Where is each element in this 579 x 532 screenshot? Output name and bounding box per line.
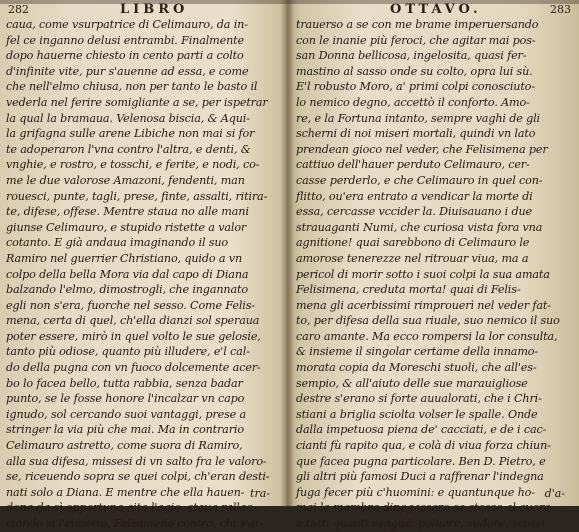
- left-page-header: [0, 2, 284, 18]
- text-line: egli non s'era, fuorche nel sesso. Come Felis-: [6, 298, 255, 312]
- text-line: prendean gioco nel veder, che Felisimena per: [296, 142, 548, 156]
- text-line: gli altri più famosi Duci a raffrenar l'indegna: [296, 470, 544, 484]
- left-catchword: tra-: [250, 487, 270, 500]
- text-line: rouesci, punte, tagli, prese, finte, assalti, ritira-: [6, 189, 268, 203]
- text-line: do della pugna con vn fuoco dolcemente acer-: [6, 361, 261, 375]
- text-line: cotanto. E già andaua imaginando il suo: [6, 236, 229, 250]
- text-line: dalla impetuosa piena de' cacciati, e de i cac-: [296, 423, 547, 437]
- text-line: che nell'elmo chiusa, non per tanto le basto il: [6, 80, 258, 94]
- right-page: [290, 0, 579, 530]
- text-line: balzando l'elmo, dimostrogli, che ingannato: [6, 283, 248, 297]
- text-line: strauaganti Numi, che curiosa vista fora vna: [296, 220, 543, 234]
- text-line: sempio, & all'aiuto delle sue marauigliose: [296, 376, 528, 390]
- text-line: Celimauro astretto, come suora di Ramiro,: [6, 439, 243, 453]
- text-line: ciando si l'elmetto, Felisimena contro, chi s'at-: [6, 517, 263, 530]
- right-page-text: [296, 17, 570, 532]
- text-line: la grifagna sulle arene Libiche non mai si for: [6, 127, 255, 141]
- text-line: te adoperaron l'vna contro l'altra, e denti, &: [6, 142, 251, 156]
- text-line: mastino al sasso onde su colto, opra lui sù.: [296, 64, 533, 78]
- right-page-number: 283: [550, 3, 571, 16]
- text-line: Ramiro nel guerrier Christiano, quido a vn: [6, 251, 243, 265]
- left-page: [0, 0, 284, 530]
- text-line: cattiuo dell'hauer perduto Celimauro, cer-: [296, 158, 530, 172]
- text-line: mena gli acerbissimi rimprouerì nel veder fat-: [296, 298, 551, 312]
- text-line: stringer la via più che mai. Ma in contrario: [6, 423, 244, 437]
- text-line: te, difese, offese. Mentre staua no alle mani: [6, 205, 249, 219]
- text-line: flitto, ou'era entrato a vendicar la morte di: [296, 189, 533, 203]
- text-line: d'infinite vite, pur s'auenne ad essa, e come: [6, 64, 249, 78]
- text-line: lo nemico degno, accettò il conforto. Amo-: [296, 95, 530, 109]
- text-line: done da sì opportuna aita l'agio, staua rallac-: [6, 501, 256, 515]
- text-line: caua, come vsurpatrice di Celimauro, da in-: [6, 18, 248, 31]
- left-page-number: 282: [8, 3, 29, 16]
- text-line: fuga fecer più c'huomini: e quantunque ho-: [296, 485, 535, 499]
- text-line: con le inanie più feroci, che agitar mai pos-: [296, 33, 536, 47]
- text-line: punto, se le fosse honore l'incalzar vn capo: [6, 392, 245, 406]
- right-running-title: OTTAVO.: [390, 2, 482, 17]
- text-line: casse perderlo, e che Celimauro in quel con-: [296, 173, 543, 187]
- text-line: agnitione! quai sarebbono di Celimauro le: [296, 236, 530, 250]
- text-line: vederla nel ferire somigliante a se, per ispetrar: [6, 95, 268, 109]
- text-line: fel ce inganno delusi entrambi. Finalmente: [6, 33, 244, 47]
- left-running-title: LIBRO: [120, 2, 189, 17]
- text-line: que facea pugna particolare. Ben D. Pietro, e: [296, 454, 546, 468]
- text-line: cianti fù rapito qua, e colà di viua forza chiun-: [296, 439, 551, 453]
- text-line: amorose tenerezze nel ritrouar viua, ma a: [296, 251, 529, 265]
- text-line: trauerso a se con me brame imperuersando: [296, 18, 539, 31]
- text-line: la qual la bramaua. Velenosa biscia, & Aqui-: [6, 111, 250, 125]
- text-line: tanto più odiose, quanto più illudere, e'l cal-: [6, 345, 250, 359]
- text-line: stiani a briglia sciolta volser le spalle. Onde: [296, 407, 538, 421]
- right-page-header: [290, 2, 579, 18]
- text-line: nati solo a Diana. E mentre che ella hauen-: [6, 485, 245, 499]
- text-line: mai le membra dinegassero se stesse al cuore: [296, 501, 551, 515]
- text-line: ignudo, sol cercando suoi vantaggi, prese a: [6, 407, 247, 421]
- text-line: se, riceuendo sopra se quei colpi, ch'eran desti-: [6, 470, 270, 484]
- text-line: re, e la Fortuna intanto, sempre vaghi de gli: [296, 111, 540, 125]
- text-line: essa, cercasse vccider la. Diuisauano i due: [296, 205, 532, 219]
- text-line: dopo hauerne chiesto in cento parti a colto: [6, 49, 244, 63]
- text-line: to, per difesa della sua riuale, suo nemico il suo: [296, 314, 560, 328]
- text-line: san Donna bellicosa, ingelosita, quasi fer-: [296, 49, 527, 63]
- text-line: me le due valorose Amazoni, fendenti, man: [6, 173, 245, 187]
- text-line: poter essere, mirò in quel volto le sue gelosie,: [6, 329, 261, 343]
- text-line: & insieme il singolar certame della innamo-: [296, 345, 538, 359]
- text-line: Felisimena, creduta morta! quai di Felis-: [296, 283, 521, 297]
- text-line: colpo della bella Mora via dal capo di Diana: [6, 267, 249, 281]
- text-line: mena, certa di quel, ch'ella dianzi sol speraua: [6, 314, 260, 328]
- text-line: alla sua difesa, missesi di vn salto fra le valoro-: [6, 454, 267, 468]
- text-line: caro amante. Ma ecco rompersi la lor consulta,: [296, 329, 558, 343]
- text-line: E'l robusto Moro, a' primi colpi conosciuto-: [296, 80, 535, 94]
- text-line: giunse Celimauro, e stupido ristette a valor: [6, 220, 247, 234]
- text-line: bo lo facea bello, tutta rabbia, senza badar: [6, 376, 243, 390]
- text-line: vnghie, e rostro, e tosschi, e ferite, e nodi, co-: [6, 158, 260, 172]
- text-line: pericol di morir sotto i suoi colpi la sua amata: [296, 267, 550, 281]
- text-line: e tutti quanti sangue, poluere, sudore, scossi: [296, 517, 545, 530]
- text-line: morata copia da Moreschi stuoli, che all'es-: [296, 361, 537, 375]
- text-line: destre s'erano si forte auualorati, che i Chri-: [296, 392, 542, 406]
- text-line: scherni di noi miseri mortali, quindi vn lato: [296, 127, 536, 141]
- left-page-text: [6, 17, 280, 532]
- right-catchword: d'a-: [544, 487, 565, 500]
